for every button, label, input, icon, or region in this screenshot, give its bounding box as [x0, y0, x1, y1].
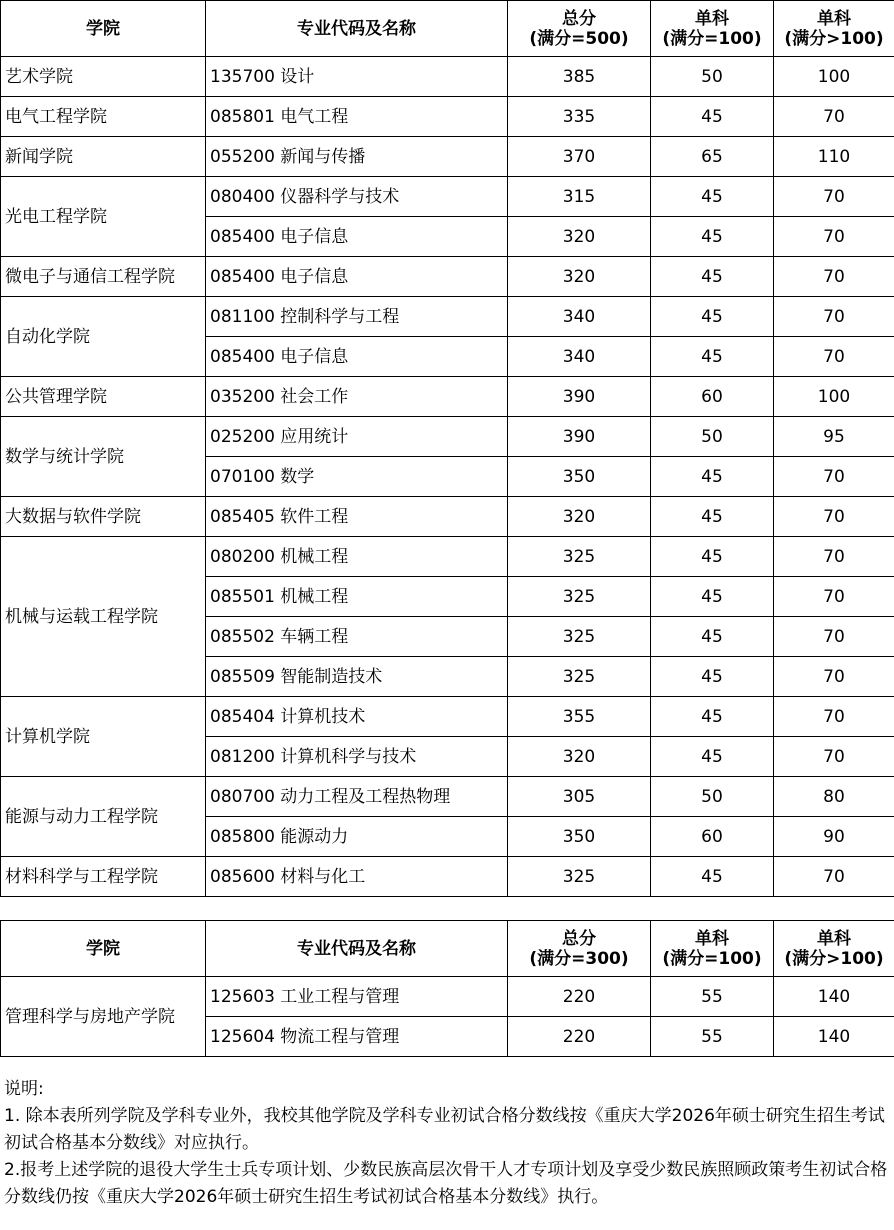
college-cell: 微电子与通信工程学院	[1, 257, 206, 297]
major-cell: 080700 动力工程及工程热物理	[206, 777, 508, 817]
single-100-cell: 45	[651, 217, 774, 257]
header-single-100: 单科 (满分=100)	[651, 921, 774, 977]
single-100-cell: 55	[651, 977, 774, 1017]
college-cell: 电气工程学院	[1, 97, 206, 137]
total-cell: 390	[508, 417, 651, 457]
table-row	[1, 97, 894, 137]
major-cell: 080200 机械工程	[206, 537, 508, 577]
total-cell: 325	[508, 577, 651, 617]
table-header-row	[1, 1, 894, 57]
major-cell: 085600 材料与化工	[206, 857, 508, 897]
single-gt100-cell: 140	[774, 977, 894, 1017]
total-cell: 350	[508, 817, 651, 857]
total-cell: 355	[508, 697, 651, 737]
table-row	[1, 417, 894, 457]
score-table-management	[0, 920, 894, 1057]
single-gt100-cell: 70	[774, 857, 894, 897]
single-100-cell: 45	[651, 617, 774, 657]
notes-section	[4, 1076, 892, 1211]
college-cell: 大数据与软件学院	[1, 497, 206, 537]
college-cell: 机械与运载工程学院	[1, 537, 206, 697]
table-row	[1, 697, 894, 737]
single-100-cell: 45	[651, 257, 774, 297]
total-cell: 325	[508, 657, 651, 697]
table-row	[1, 777, 894, 817]
single-gt100-cell: 70	[774, 457, 894, 497]
single-100-cell: 45	[651, 577, 774, 617]
major-cell: 085800 能源动力	[206, 817, 508, 857]
single-100-cell: 45	[651, 737, 774, 777]
major-cell: 025200 应用统计	[206, 417, 508, 457]
total-cell: 320	[508, 497, 651, 537]
major-cell: 085502 车辆工程	[206, 617, 508, 657]
major-cell: 080400 仪器科学与技术	[206, 177, 508, 217]
major-cell: 085405 软件工程	[206, 497, 508, 537]
major-cell: 085801 电气工程	[206, 97, 508, 137]
single-gt100-cell: 70	[774, 217, 894, 257]
total-cell: 315	[508, 177, 651, 217]
header-total: 总分 (满分=500)	[508, 1, 651, 57]
table-row	[1, 537, 894, 577]
total-cell: 325	[508, 617, 651, 657]
total-cell: 320	[508, 257, 651, 297]
single-gt100-cell: 70	[774, 657, 894, 697]
single-100-cell: 45	[651, 457, 774, 497]
single-100-cell: 50	[651, 57, 774, 97]
single-gt100-cell: 110	[774, 137, 894, 177]
total-cell: 340	[508, 297, 651, 337]
table-row	[1, 57, 894, 97]
major-cell: 085404 计算机技术	[206, 697, 508, 737]
single-100-cell: 45	[651, 177, 774, 217]
single-100-cell: 55	[651, 1017, 774, 1057]
single-gt100-cell: 70	[774, 177, 894, 217]
major-cell: 055200 新闻与传播	[206, 137, 508, 177]
single-gt100-cell: 80	[774, 777, 894, 817]
college-cell: 艺术学院	[1, 57, 206, 97]
header-major: 专业代码及名称	[206, 1, 508, 57]
single-gt100-cell: 95	[774, 417, 894, 457]
single-gt100-cell: 70	[774, 617, 894, 657]
single-100-cell: 50	[651, 417, 774, 457]
college-cell: 光电工程学院	[1, 177, 206, 257]
single-100-cell: 65	[651, 137, 774, 177]
single-gt100-cell: 70	[774, 497, 894, 537]
major-cell: 125604 物流工程与管理	[206, 1017, 508, 1057]
major-cell: 081100 控制科学与工程	[206, 297, 508, 337]
header-single-gt100: 单科 (满分>100)	[774, 921, 894, 977]
table-row	[1, 377, 894, 417]
single-gt100-cell: 70	[774, 537, 894, 577]
single-gt100-cell: 90	[774, 817, 894, 857]
college-cell: 能源与动力工程学院	[1, 777, 206, 857]
single-gt100-cell: 100	[774, 57, 894, 97]
college-cell: 材料科学与工程学院	[1, 857, 206, 897]
header-college: 学院	[1, 1, 206, 57]
header-college: 学院	[1, 921, 206, 977]
table-row	[1, 177, 894, 217]
major-cell: 085501 机械工程	[206, 577, 508, 617]
single-gt100-cell: 70	[774, 737, 894, 777]
major-cell: 035200 社会工作	[206, 377, 508, 417]
major-cell: 125603 工业工程与管理	[206, 977, 508, 1017]
note-item: 2.报考上述学院的退役大学生士兵专项计划、少数民族高层次骨干人才专项计划及享受少数民族照顾政策考生初试合格分数线仍按《重庆大学2026年硕士研究生招生考试初试合格基本分数线》执行。	[4, 1160, 888, 1207]
table-row	[1, 497, 894, 537]
single-100-cell: 45	[651, 97, 774, 137]
single-gt100-cell: 70	[774, 297, 894, 337]
header-total: 总分 (满分=300)	[508, 921, 651, 977]
table-row	[1, 297, 894, 337]
single-gt100-cell: 140	[774, 1017, 894, 1057]
single-100-cell: 60	[651, 377, 774, 417]
college-cell: 新闻学院	[1, 137, 206, 177]
single-gt100-cell: 100	[774, 377, 894, 417]
total-cell: 340	[508, 337, 651, 377]
total-cell: 220	[508, 1017, 651, 1057]
college-cell: 自动化学院	[1, 297, 206, 377]
table-row	[1, 137, 894, 177]
single-100-cell: 60	[651, 817, 774, 857]
single-100-cell: 45	[651, 297, 774, 337]
major-cell: 070100 数学	[206, 457, 508, 497]
major-cell: 085509 智能制造技术	[206, 657, 508, 697]
single-gt100-cell: 70	[774, 697, 894, 737]
table-row	[1, 257, 894, 297]
college-cell: 管理科学与房地产学院	[1, 977, 206, 1057]
single-100-cell: 50	[651, 777, 774, 817]
college-cell: 数学与统计学院	[1, 417, 206, 497]
college-cell: 计算机学院	[1, 697, 206, 777]
header-major: 专业代码及名称	[206, 921, 508, 977]
header-single-100: 单科 (满分=100)	[651, 1, 774, 57]
single-gt100-cell: 70	[774, 577, 894, 617]
notes-title: 说明:	[4, 1079, 44, 1099]
total-cell: 320	[508, 737, 651, 777]
single-gt100-cell: 70	[774, 257, 894, 297]
total-cell: 320	[508, 217, 651, 257]
single-100-cell: 45	[651, 857, 774, 897]
single-gt100-cell: 70	[774, 97, 894, 137]
single-100-cell: 45	[651, 697, 774, 737]
note-item: 1. 除本表所列学院及学科专业外，我校其他学院及学科专业初试合格分数线按《重庆大学2026年硕士研究生招生考试初试合格基本分数线》对应执行。	[4, 1106, 885, 1153]
table-header-row	[1, 921, 894, 977]
total-cell: 370	[508, 137, 651, 177]
table-row	[1, 977, 894, 1017]
total-cell: 305	[508, 777, 651, 817]
single-100-cell: 45	[651, 657, 774, 697]
total-cell: 335	[508, 97, 651, 137]
college-cell: 公共管理学院	[1, 377, 206, 417]
total-cell: 350	[508, 457, 651, 497]
single-gt100-cell: 70	[774, 337, 894, 377]
total-cell: 390	[508, 377, 651, 417]
table-row	[1, 857, 894, 897]
single-100-cell: 45	[651, 537, 774, 577]
major-cell: 135700 设计	[206, 57, 508, 97]
total-cell: 220	[508, 977, 651, 1017]
single-100-cell: 45	[651, 497, 774, 537]
major-cell: 081200 计算机科学与技术	[206, 737, 508, 777]
header-single-gt100: 单科 (满分>100)	[774, 1, 894, 57]
total-cell: 325	[508, 537, 651, 577]
major-cell: 085400 电子信息	[206, 257, 508, 297]
single-100-cell: 45	[651, 337, 774, 377]
major-cell: 085400 电子信息	[206, 217, 508, 257]
major-cell: 085400 电子信息	[206, 337, 508, 377]
total-cell: 385	[508, 57, 651, 97]
total-cell: 325	[508, 857, 651, 897]
